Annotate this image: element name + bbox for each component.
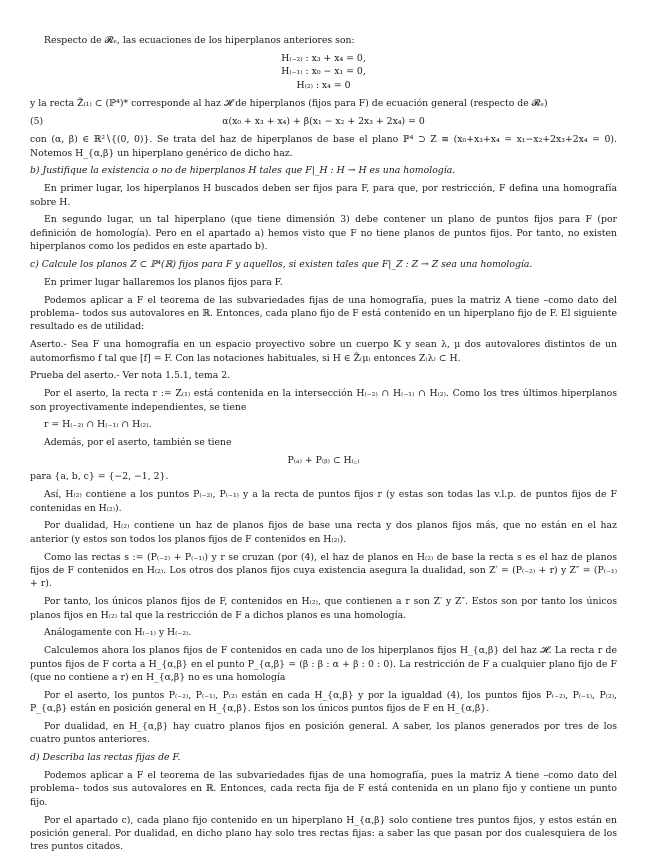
equation-block	[30, 52, 617, 92]
section-heading-d: d) Describa las rectas fijas de F.	[30, 752, 181, 764]
paragraph: Por dualidad, en H_{α,β} hay cuatro planos fijos en posición general. A saber, los planos generados por tres de los cuatro puntos anteriores.	[30, 721, 617, 746]
paragraph: En primer lugar hallaremos los planos fijos para F.	[44, 276, 283, 288]
paragraph: para {a, b, c} = {−2, −1, 2}.	[30, 471, 169, 483]
paragraph: y la recta Z̃₍₁₎ ⊂ (ℙ⁴)* corresponde al haz 𝓗 de hiperplanos (fijos para F) de ecuación general (respecto de 𝓡ₑ)	[30, 98, 548, 110]
equation: H₍₋₂₎ : x₃ + x₄ = 0,	[281, 52, 366, 64]
paragraph: Como las rectas s := (P₍₋₂₎ + P₍₋₁₎) y r se cruzan (por (4), el haz de planos en H₍₂₎ de base la recta s es el haz de planos fijos de F contenidos en H₍₂₎. Los otros dos planos fijos cuya existencia asegura la dualidad, son Z′ = (P₍₋₂₎ + r) y Z″ = (P₍₋₁₎ + r).	[30, 551, 617, 590]
section-heading-b: b) Justifique la existencia o no de hiperplanos H tales que F|_H : H → H es una homología.	[30, 165, 456, 177]
assertion: Aserto.- Sea F una homografía en un espacio proyectivo sobre un cuerpo 𝕂 y sean λ, μ dos autovalores distintos de un automorfismo f tal que [f] = F. Con las notaciones habituales, si H ∈ Z̃₍μ₎ entonces Z₍λ₎ ⊂ H.	[30, 339, 617, 364]
equation: H₍₋₁₎ : x₀ − x₁ = 0,	[281, 66, 366, 78]
equation: P₍ₐ₎ + P₍ᵦ₎ ⊂ H₍꜀₎	[287, 455, 360, 467]
paragraph: Podemos aplicar a F el teorema de las subvariedades fijas de una homografía, pues la matriz A tiene –como dato del problema– todos sus autovalores en ℝ. Entonces, cada plano fijo de F está contenido en un hiperplano fijo de F. El siguiente resultado es de utilidad:	[30, 294, 617, 333]
paragraph: Así, H₍₂₎ contiene a los puntos P₍₋₂₎, P₍₋₁₎ y a la recta de puntos fijos r (y estas son todas las v.l.p. de puntos fijos de F contenidas en H₍₂₎).	[30, 489, 617, 514]
paragraph: Respecto de 𝓡ₑ, las ecuaciones de los hiperplanos anteriores son:	[44, 35, 355, 46]
equation: H₍₂₎ : x₄ = 0	[296, 79, 351, 91]
numbered-equation	[30, 115, 617, 128]
paragraph: r = H₍₋₂₎ ∩ H₍₋₁₎ ∩ H₍₂₎.	[44, 419, 152, 431]
equation-number: (5)	[30, 115, 44, 127]
paragraph: con (α, β) ∈ ℝ²∖{(0, 0)}. Se trata del haz de hiperplanos de base el plano ℙ⁴ ⊃ Z ≡ (x₀+x₃+x₄ = x₁−x₂+2x₃+2x₄ = 0). Notemos H_{α,β} un hiperplano genérico de dicho haz.	[30, 134, 617, 159]
equation: α(x₀ + x₃ + x₄) + β(x₁ − x₂ + 2x₃ + 2x₄) = 0	[222, 115, 425, 127]
section-heading-c: c) Calcule los planos Z ⊂ ℙ⁴(ℝ) fijos para F y aquellos, si existen tales que F|_Z : Z → Z sea una homología.	[30, 259, 533, 271]
paragraph: Calculemos ahora los planos fijos de F contenidos en cada uno de los hiperplanos fijos H_{α,β} del haz 𝓗. La recta r de puntos fijos de F corta a H_{α,β} en el punto P_{α,β} = (β : β : α + β : 0 : 0). La restricción de F a cualquier plano fijo de F (que no contiene a r) en H_{α,β} no es una homología	[30, 645, 617, 684]
paragraph: Por el aserto, los puntos P₍₋₂₎, P₍₋₁₎, P₍₂₎ están en cada H_{α,β} y por la igualdad (4), los puntos fijos P₍₋₂₎, P₍₋₁₎, P₍₂₎, P_{α,β} están en posición general en H_{α,β}. Estos son los únicos puntos fijos de F en H_{α,β}.	[30, 689, 617, 715]
proof-note: Prueba del aserto.- Ver nota 1.5.1, tema 2.	[30, 370, 231, 382]
paragraph: Por tanto, los únicos planos fijos de F, contenidos en H₍₂₎, que contienen a r son Z′ y Z″. Estos son por tanto los únicos planos fijos en H₍₂₎ tal que la restricción de F a dichos planos es una homología.	[30, 596, 617, 621]
paragraph: Por el aserto, la recta r := Z₍₁₎ está contenida en la intersección H₍₋₂₎ ∩ H₍₋₁₎ ∩ H₍₂₎. Como los tres últimos hiperplanos son proyectivamente independientes, se tiene	[30, 388, 617, 413]
paragraph: Podemos aplicar a F el teorema de las subvariedades fijas de una homografía, pues la matriz A tiene –como dato del problema– todos sus autovalores en ℝ. Entonces, cada recta fija de F está contenida en un plano fijo y contiene un punto fijo.	[30, 770, 617, 808]
paragraph: Análogamente con H₍₋₁₎ y H₍₋₂₎.	[44, 627, 192, 639]
paragraph: Por el apartado c), cada plano fijo contenido en un hiperplano H_{α,β} solo contiene tres puntos fijos, y estos están en posición general. Por dualidad, en dicho plano hay solo tres rectas fijas: a saber las que pasan por dos cualesquiera de los tres puntos citados.	[30, 814, 617, 853]
paragraph: En primer lugar, los hiperplanos H buscados deben ser fijos para F, para que, por restricción, F defina una homografía sobre H.	[30, 183, 617, 208]
paragraph: Además, por el aserto, también se tiene	[44, 437, 232, 449]
paragraph: Por dualidad, H₍₂₎ contiene un haz de planos fijos de base una recta y dos planos fijos más, que no están en el haz anterior (y estos son todos los planos fijos de F contenidos en H₍₂₎).	[30, 520, 617, 545]
paragraph: En segundo lugar, un tal hiperplano (que tiene dimensión 3) debe contener un plano de puntos fijos para F (por definición de homología). Pero en el apartado a) hemos visto que F no tiene planos de puntos fijos. Por tanto, no existen hiperplanos como los pedidos en este apartado b).	[30, 214, 617, 253]
